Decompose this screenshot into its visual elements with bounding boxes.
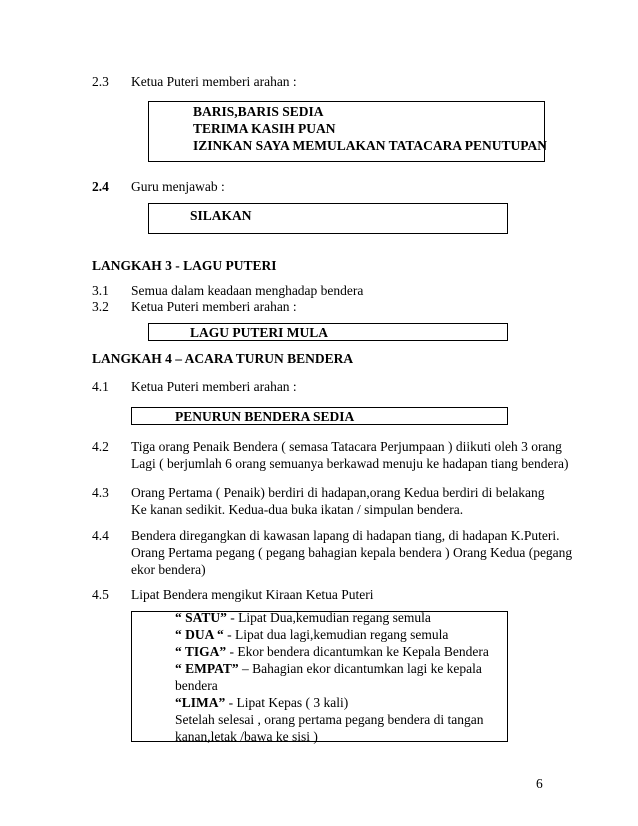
- fold-step-tiga: “ TIGA” - Ekor bendera dicantumkan ke Kepala Bendera: [175, 644, 489, 659]
- command-box-2-3: [148, 101, 548, 162]
- section-3-1-text: Semua dalam keadaan menghadap bendera: [131, 283, 364, 298]
- section-4-3-line: Orang Pertama ( Penaik) berdiri di hadapan,orang Kedua berdiri di belakang: [131, 485, 545, 500]
- section-2-3-text: Ketua Puteri memberi arahan :: [131, 74, 297, 89]
- langkah-3-heading: LANGKAH 3 - LAGU PUTERI: [92, 258, 277, 273]
- section-3-1-number: 3.1: [92, 283, 109, 298]
- fold-step-lima: “LIMA” - Lipat Kepas ( 3 kali): [175, 695, 349, 710]
- section-2-3-number: 2.3: [92, 74, 109, 89]
- section-4-5-text: Lipat Bendera mengikut Kiraan Ketua Puteri: [131, 587, 374, 602]
- reply-box-2-4: [148, 203, 508, 234]
- section-4-4-line: ekor bendera): [131, 562, 206, 577]
- section-4-5-number: 4.5: [92, 587, 109, 602]
- command-box-4-1: [131, 407, 508, 425]
- fold-step-empat: “ EMPAT” – Bahagian ekor dicantumkan lagi ke kepala: [175, 661, 482, 676]
- command-box-3-2: [148, 323, 508, 341]
- page-number: 6: [536, 776, 543, 791]
- section-4-1-number: 4.1: [92, 379, 109, 394]
- section-4-2-line: Tiga orang Penaik Bendera ( semasa Tatacara Perjumpaan ) diikuti oleh 3 orang: [131, 439, 562, 454]
- box-line: IZINKAN SAYA MEMULAKAN TATACARA PENUTUPAN: [193, 138, 548, 153]
- section-2-4-number: 2.4: [92, 179, 109, 194]
- section-3-2-number: 3.2: [92, 299, 109, 314]
- fold-step-dua: “ DUA “ - Lipat dua lagi,kemudian regang semula: [175, 627, 449, 642]
- box-line: TERIMA KASIH PUAN: [193, 121, 336, 136]
- section-4-2-line: Lagi ( berjumlah 6 orang semuanya berkawad menuju ke hadapan tiang bendera): [131, 456, 569, 471]
- fold-step-empat-cont: bendera: [175, 678, 218, 693]
- folding-instructions-box: [131, 611, 508, 742]
- box-line: BARIS,BARIS SEDIA: [193, 104, 324, 119]
- box-line: LAGU PUTERI MULA: [190, 325, 329, 340]
- section-4-2-number: 4.2: [92, 439, 109, 454]
- section-4-3-number: 4.3: [92, 485, 109, 500]
- fold-step-final-cont: kanan,letak /bawa ke sisi ): [175, 729, 318, 744]
- section-4-1-text: Ketua Puteri memberi arahan :: [131, 379, 297, 394]
- fold-step-final: Setelah selesai , orang pertama pegang bendera di tangan: [175, 712, 484, 727]
- section-2-4-text: Guru menjawab :: [131, 179, 225, 194]
- langkah-4-heading: LANGKAH 4 – ACARA TURUN BENDERA: [92, 351, 354, 366]
- section-4-4-number: 4.4: [92, 528, 109, 543]
- section-4-3-line: Ke kanan sedikit. Kedua-dua buka ikatan / simpulan bendera.: [131, 502, 464, 517]
- section-4-4-line: Orang Pertama pegang ( pegang bahagian kepala bendera ) Orang Kedua (pegang: [131, 545, 573, 560]
- section-4-4-line: Bendera diregangkan di kawasan lapang di hadapan tiang, di hadapan K.Puteri.: [131, 528, 560, 543]
- box-line: PENURUN BENDERA SEDIA: [175, 409, 355, 424]
- fold-step-satu: “ SATU” - Lipat Dua,kemudian regang semula: [175, 610, 431, 625]
- box-line: SILAKAN: [190, 208, 252, 223]
- section-3-2-text: Ketua Puteri memberi arahan :: [131, 299, 297, 314]
